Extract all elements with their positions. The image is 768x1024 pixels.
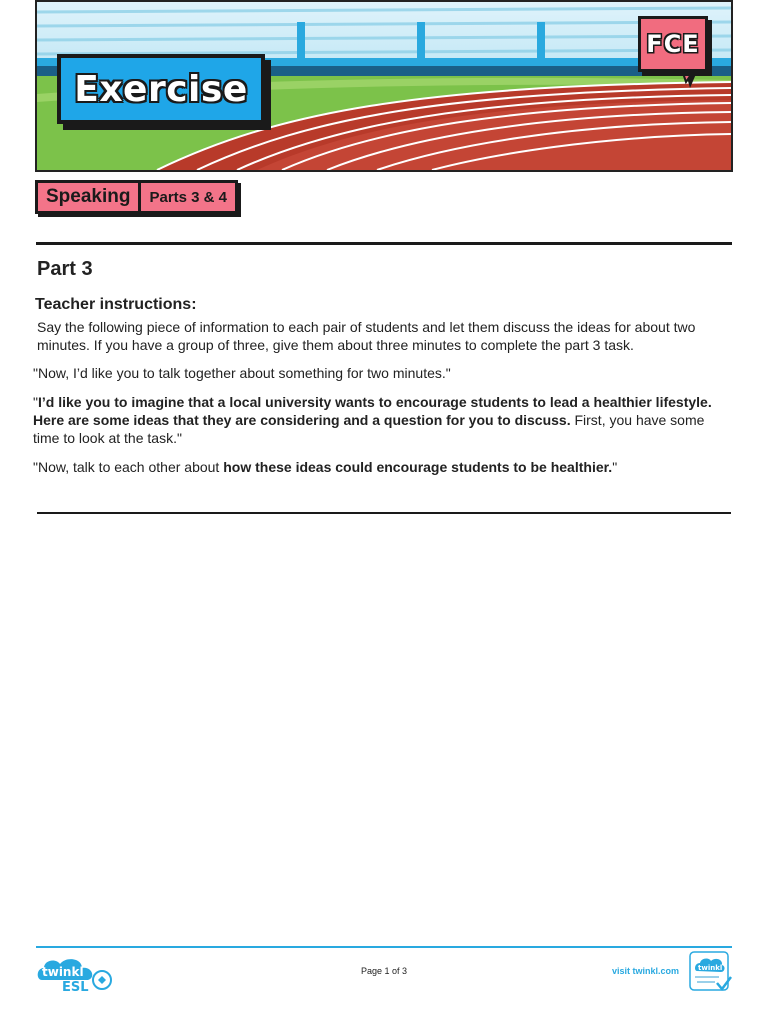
logo-sub: ESL	[62, 980, 89, 994]
prompt-line-3: "Now, talk to each other about how these ideas could encourage students to be healthier."	[33, 459, 618, 475]
part-title: Part 3	[37, 258, 93, 280]
parts-label: Parts 3 & 4	[149, 188, 228, 206]
exercise-title-box	[57, 54, 265, 124]
instructions-heading: Teacher instructions:	[35, 296, 197, 313]
fce-badge	[638, 16, 708, 72]
intro-paragraph: Say the following piece of information to each pair of students and let them discuss the ideas for about two minutes. If you have a group of three, give them about three minutes to complete the part 3 task.	[37, 319, 696, 353]
section-tag	[35, 180, 238, 214]
prompt-line-1-text: Now, I’d like you to talk together about something for two minutes.	[37, 365, 446, 381]
prompt-line-2-rest: First, you have some time to look at the task.	[33, 412, 705, 446]
prompt-line-2-bold: I’d like you to imagine that a local university wants to encourage students to lead a healthier lifestyle. Here are some ideas that they are considering and a question for you to discuss.	[33, 394, 712, 428]
qa-brand-text: twinkl	[698, 964, 723, 972]
quality-badge-icon	[689, 951, 733, 993]
fce-label: FCE	[646, 30, 700, 58]
page-number: Page 1 of 3	[360, 966, 408, 976]
header-banner	[35, 0, 733, 172]
footer-divider	[36, 946, 732, 948]
section-divider-top	[36, 242, 732, 245]
quality-approved-badge	[689, 951, 733, 993]
prompt-line-1: "Now, I’d like you to talk together about something for two minutes."	[33, 365, 451, 381]
prompt-line-3-start: Now, talk to each other about	[37, 459, 224, 475]
visit-link[interactable]: visit twinkl.com	[612, 966, 680, 976]
prompt-line-2: "I’d like you to imagine that a local university wants to encourage students to lead a healthier lifestyle. Here are some ideas that they are considering and a question for you to discuss. First, you have some time to look at the task."	[33, 394, 712, 446]
section-divider-bottom	[37, 512, 731, 514]
speaking-label: Speaking	[38, 183, 141, 211]
fce-speech-bubble	[638, 16, 716, 96]
prompt-line-3-bold: how these ideas could encourage students to be healthier.	[223, 459, 613, 475]
logo-text: twinkl	[42, 965, 84, 979]
exercise-title: Exercise	[74, 68, 248, 110]
